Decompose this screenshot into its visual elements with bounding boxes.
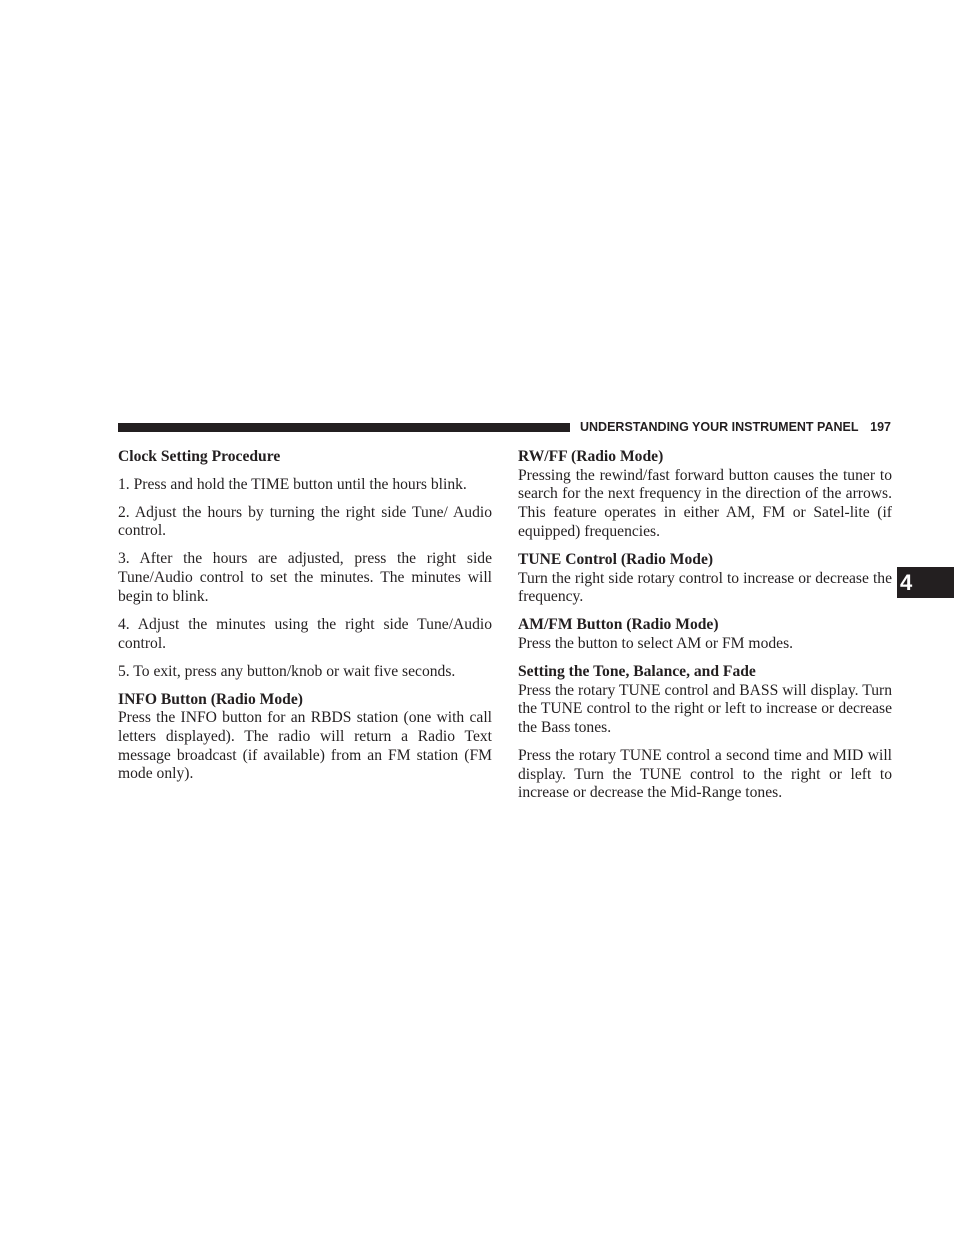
section-title: UNDERSTANDING YOUR INSTRUMENT PANEL	[580, 420, 859, 434]
info-button-heading: INFO Button (Radio Mode)	[118, 690, 303, 708]
rwff-heading: RW/FF (Radio Mode)	[518, 448, 664, 465]
tune-section	[518, 551, 892, 607]
rwff-text: Pressing the rewind/fast forward button causes the tuner to search for the next frequency in the direction of the arrows. This feature operates in either AM, FM or Satel-lite (if equipped) frequencies.	[518, 466, 892, 540]
tone-heading: Setting the Tone, Balance, and Fade	[518, 662, 756, 680]
chapter-tab: 4	[897, 567, 954, 598]
info-button-text: Press the INFO button for an RBDS station (one with call letters displayed). The radio will return a Radio Text message broadcast (if available) from an FM station (FM mode only).	[118, 709, 492, 783]
page-number: 197	[870, 420, 891, 434]
right-column	[518, 448, 892, 803]
clock-step-1: 1. Press and hold the TIME button until the hours blink.	[118, 475, 467, 493]
tone-section	[518, 663, 892, 803]
running-header	[580, 420, 891, 435]
amfm-heading: AM/FM Button (Radio Mode)	[518, 616, 719, 634]
tune-heading: TUNE Control (Radio Mode)	[518, 550, 714, 568]
amfm-section	[518, 616, 892, 653]
clock-step-5: 5. To exit, press any button/knob or wait five seconds.	[118, 662, 456, 680]
rwff-section	[518, 448, 892, 542]
tone-text-1: Press the rotary TUNE control and BASS will display. Turn the TUNE control to the right or left to increase or decrease the Bass tones.	[518, 681, 892, 737]
clock-step-3: 3. After the hours are adjusted, press the right side Tune/Audio control to set the minutes. The minutes will begin to blink.	[118, 550, 492, 605]
tone-text-2: Press the rotary TUNE control a second time and MID will display. Turn the TUNE control to the right or left to increase or decrease the Mid-Range tones.	[518, 747, 892, 802]
clock-step-4: 4. Adjust the minutes using the right side Tune/Audio control.	[118, 615, 492, 652]
tune-text: Turn the right side rotary control to increase or decrease the frequency.	[518, 569, 892, 606]
amfm-text: Press the button to select AM or FM modes.	[518, 634, 794, 652]
clock-step-2: 2. Adjust the hours by turning the right side Tune/ Audio control.	[118, 503, 492, 540]
header-rule	[118, 423, 570, 432]
clock-setting-heading: Clock Setting Procedure	[118, 448, 281, 465]
left-column	[118, 448, 492, 784]
